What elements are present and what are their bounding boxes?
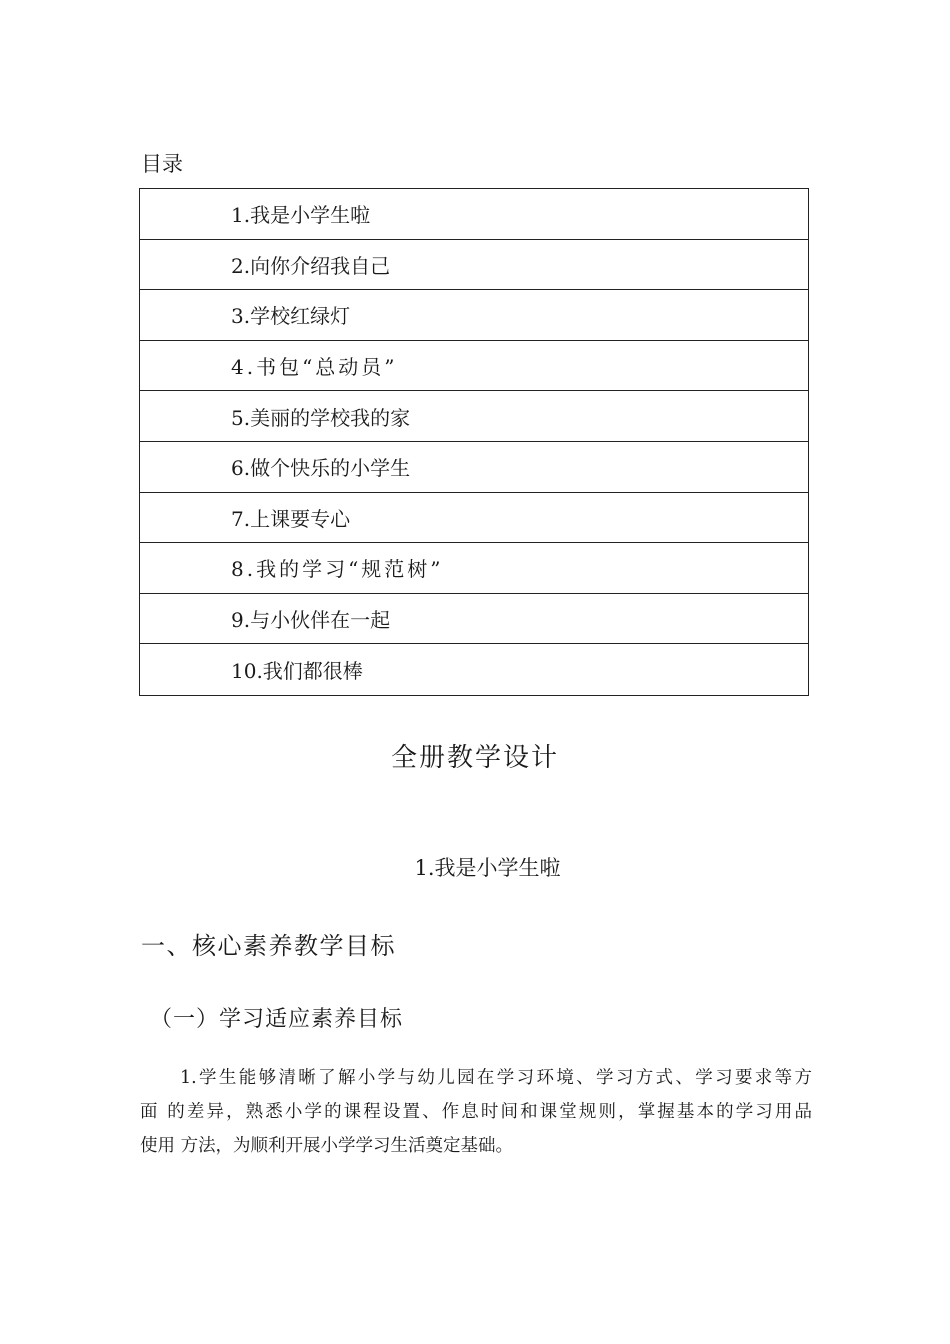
toc-item[interactable]: 1.我是小学生啦 [140,189,808,240]
toc-item[interactable]: 8.我的学习“规范树” [140,543,808,594]
toc-item[interactable]: 6.做个快乐的小学生 [140,442,808,493]
section-heading: 一、核心素养教学目标 [141,932,396,960]
book-title: 全册教学设计 [390,743,559,773]
toc-item[interactable]: 5.美丽的学校我的家 [140,391,808,442]
toc-item[interactable]: 10.我们都很棒 [231,659,363,684]
toc-item[interactable]: 7.上课要专心 [140,493,808,544]
toc-heading: 目录 [141,152,183,176]
toc-item[interactable]: 4.书包“总动员” [140,341,808,392]
toc-item[interactable]: 2.向你介绍我自己 [140,240,808,291]
body-paragraph [140,1061,812,1163]
paragraph-line: 1.学生能够清晰了解小学与幼儿园在学习环境、学习方式、学习要求等方 [180,1068,812,1088]
paragraph-line: 使用 方法，为顺利开展小学学习生活奠定基础。 [140,1136,514,1156]
subsection-heading: （一）学习适应素养目标 [150,1007,404,1032]
toc-table [139,188,809,696]
toc-item[interactable]: 3.学校红绿灯 [140,290,808,341]
paragraph-line: 面 的差异，熟悉小学的课程设置、作息时间和课堂规则，掌握基本的学习用品 [140,1102,812,1122]
lesson-title: 1.我是小学生啦 [414,856,561,880]
toc-item[interactable]: 9.与小伙伴在一起 [140,594,808,645]
